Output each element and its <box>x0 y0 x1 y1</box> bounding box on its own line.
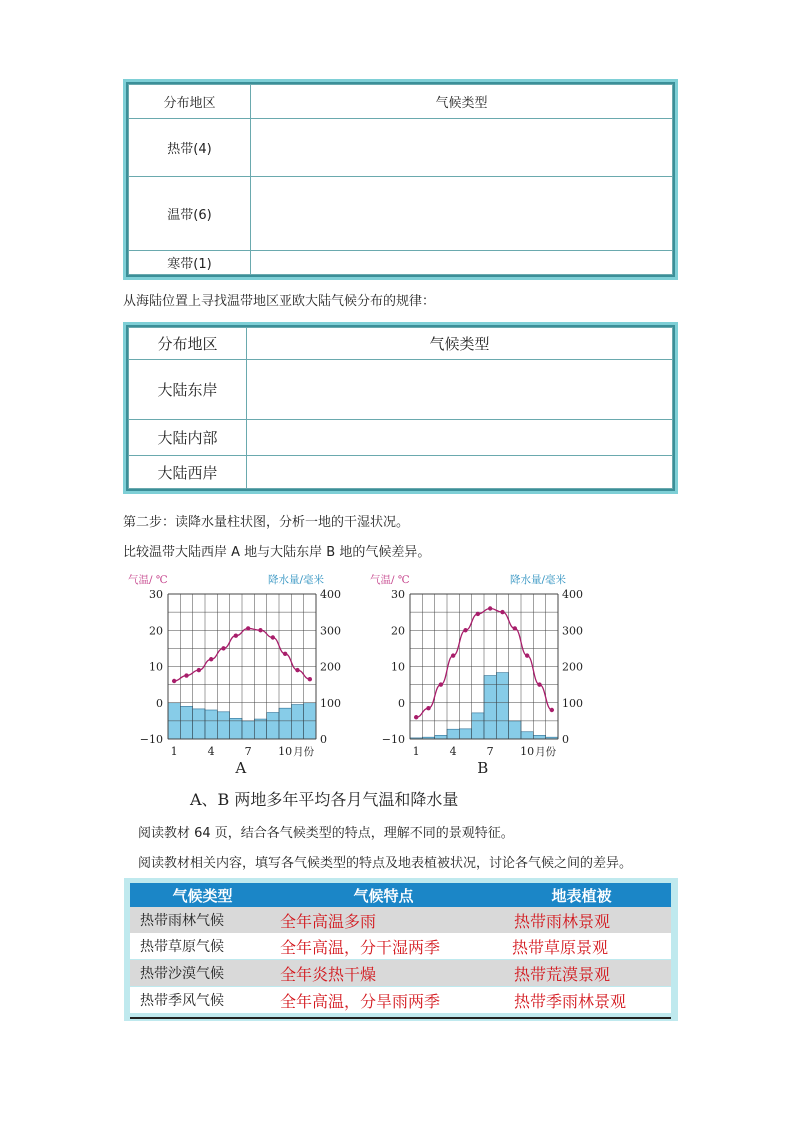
chart-b-left-tick-label: 10 <box>391 660 405 674</box>
chart-a-temp-point <box>246 626 250 630</box>
chart-b-temp-point <box>463 628 467 632</box>
table1-row-temperate: 温带(6) <box>129 177 251 251</box>
chart-b-temp-point <box>537 682 541 686</box>
chart-a-right-axis-label: 降水量/毫米 <box>268 574 325 586</box>
table2-row-west: 大陆西岸 <box>129 456 247 489</box>
chart-a-x-tick-label: 1 <box>170 745 178 758</box>
chart-b-left-tick-label: 30 <box>391 588 405 601</box>
chart-a-left-tick-label: −10 <box>139 733 163 746</box>
chart-a-temp-point <box>258 628 262 632</box>
chart-a-temp-point <box>271 635 275 639</box>
chart-a-temp-point <box>295 668 299 672</box>
header-vegetation: 地表植被 <box>551 886 612 905</box>
table2-cell-empty[interactable] <box>247 456 673 489</box>
chart-b-temp-point <box>414 715 418 719</box>
chart-a-temp-point <box>234 633 238 637</box>
table2-header-climate: 气候类型 <box>247 328 673 360</box>
chart-a-left-tick-label: 10 <box>149 660 163 674</box>
chart-a-left-tick-label: 0 <box>156 696 163 710</box>
chart-a-precip-bar <box>291 705 303 739</box>
chart-b-left-tick-label: 20 <box>391 624 405 638</box>
table-bottom-rule <box>130 1017 671 1019</box>
chart-a-precip-bar <box>180 706 192 739</box>
climate-feature-cell: 全年高温，分旱雨两季 <box>280 991 441 1011</box>
chart-b-precip-bar <box>459 729 471 739</box>
climate-type-cell: 热带沙漠气候 <box>140 966 224 982</box>
chart-a-precip-bar <box>242 721 254 739</box>
table2-cell-empty[interactable] <box>247 420 673 456</box>
climate-feature-cell: 全年炎热干燥 <box>280 964 377 984</box>
chart-b-right-axis-label: 降水量/毫米 <box>510 574 567 586</box>
chart-b-temp-point <box>513 626 517 630</box>
chart-b-precip-bar <box>484 676 496 739</box>
chart-b-temp-point <box>550 708 554 712</box>
chart-b-x-tick-label: 7 <box>486 745 494 758</box>
chart-b-temp-point <box>476 612 480 616</box>
chart-b-right-tick-label: 400 <box>562 588 583 601</box>
header-climate-type: 气候类型 <box>172 886 233 905</box>
chart-a-temp-point <box>172 679 176 683</box>
paragraph-compare: 比较温带大陆西岸 A 地与大陆东岸 B 地的气候差异。 <box>123 545 431 560</box>
chart-b-temp-point <box>451 653 455 657</box>
climate-charts <box>120 570 600 810</box>
chart-a-right-tick-label: 200 <box>320 660 341 674</box>
climate-feature-cell: 全年高温，分干湿两季 <box>280 937 441 957</box>
chart-b-precip-bar <box>533 735 545 739</box>
climate-table-row <box>130 987 671 1013</box>
table2-row-interior: 大陆内部 <box>129 420 247 456</box>
chart-caption: A、B 两地多年平均各月气温和降水量 <box>190 790 459 809</box>
chart-b-left-tick-label: −10 <box>381 733 405 746</box>
chart-a-left-tick-label: 30 <box>149 588 163 601</box>
chart-a-right-tick-label: 300 <box>320 624 341 638</box>
chart-b-x-tick-label: 10 <box>520 745 535 758</box>
chart-b-title: B <box>477 759 489 777</box>
climate-features-table <box>124 878 678 1021</box>
chart-b-temp-point <box>426 706 430 710</box>
chart-a-title: A <box>235 759 247 777</box>
chart-b-precip-bar <box>472 713 484 739</box>
chart-a-x-tick-label: 7 <box>244 745 252 758</box>
chart-a-precip-bar <box>205 710 217 739</box>
chart-a-temp-point <box>184 673 188 677</box>
chart-a-precip-bar <box>217 712 229 739</box>
vegetation-cell: 热带草原景观 <box>512 937 609 957</box>
chart-a-precip-bar <box>254 719 266 739</box>
climate-type-cell: 热带雨林气候 <box>140 913 224 929</box>
chart-a-temp-point <box>308 677 312 681</box>
chart-b-temp-point <box>439 682 443 686</box>
table2-grid <box>128 327 673 489</box>
chart-b-right-tick-label: 300 <box>562 624 583 638</box>
chart-b-x-tick-label: 4 <box>449 745 457 758</box>
chart-a-temp-point <box>197 668 201 672</box>
chart-a-right-tick-label: 0 <box>320 733 327 746</box>
chart-b-precip-bar <box>509 721 521 739</box>
paragraph-step-two: 第二步：读降水量柱状图，分析一地的干湿状况。 <box>123 515 410 530</box>
climate-table-row <box>130 933 671 959</box>
chart-a-x-axis-label: 月份 <box>293 746 315 758</box>
climate-feature-cell: 全年高温多雨 <box>280 911 377 931</box>
table1-row-frigid: 寒带(1) <box>129 251 251 275</box>
chart-a-x-tick-label: 10 <box>278 745 293 758</box>
climate-charts-svg <box>120 570 600 810</box>
chart-b-precip-bar <box>447 729 459 739</box>
table1-cell-empty[interactable] <box>251 177 673 251</box>
chart-a-temp-point <box>283 652 287 656</box>
chart-a-left-tick-label: 20 <box>149 624 163 638</box>
chart-b-temp-point <box>500 610 504 614</box>
chart-a-precip-bar <box>267 713 279 739</box>
chart-a-x-tick-label: 4 <box>207 745 215 758</box>
climate-table-row <box>130 907 671 933</box>
chart-b-right-tick-label: 100 <box>562 696 583 710</box>
climate-table-header <box>130 883 671 907</box>
table1-grid <box>128 84 673 275</box>
paragraph-fill-table: 阅读教材相关内容，填写各气候类型的特点及地表植被状况，讨论各气候之间的差异。 <box>138 856 633 871</box>
vegetation-cell: 热带雨林景观 <box>514 911 611 931</box>
table1-cell-empty[interactable] <box>251 119 673 177</box>
climate-table-row <box>130 960 671 986</box>
header-climate-feature: 气候特点 <box>353 886 414 905</box>
chart-b-right-tick-label: 200 <box>562 660 583 674</box>
table1-header-region: 分布地区 <box>129 85 251 119</box>
chart-a-temp-point <box>221 646 225 650</box>
chart-a-right-tick-label: 100 <box>320 696 341 710</box>
chart-a-precip-bar <box>279 708 291 739</box>
chart-b-x-tick-label: 1 <box>412 745 420 758</box>
chart-a-temp-point <box>209 657 213 661</box>
climate-type-cell: 热带草原气候 <box>140 939 224 955</box>
chart-b-left-axis-label: 气温/ ℃ <box>370 574 410 586</box>
vegetation-cell: 热带季雨林景观 <box>514 991 627 1011</box>
chart-a-left-axis-label: 气温/ ℃ <box>128 574 168 586</box>
vegetation-cell: 热带荒漠景观 <box>514 964 611 984</box>
paragraph-sea-land: 从海陆位置上寻找温带地区亚欧大陆气候分布的规律： <box>123 294 436 309</box>
eurasia-climate-table <box>123 322 678 494</box>
chart-b-x-axis-label: 月份 <box>535 746 557 758</box>
chart-b-left-tick-label: 0 <box>398 696 405 710</box>
table2-row-east: 大陆东岸 <box>129 360 247 420</box>
chart-a-precip-bar <box>230 718 242 739</box>
table1-header-climate: 气候类型 <box>251 85 673 119</box>
table2-header-region: 分布地区 <box>129 328 247 360</box>
table2-cell-empty[interactable] <box>247 360 673 420</box>
chart-b-right-tick-label: 0 <box>562 733 569 746</box>
chart-a-precip-bar <box>193 709 205 739</box>
chart-b-precip-bar <box>435 735 447 739</box>
climate-type-cell: 热带季风气候 <box>140 993 224 1009</box>
table1-cell-empty[interactable] <box>251 251 673 275</box>
chart-b-precip-bar <box>521 732 533 739</box>
chart-b-temp-point <box>525 653 529 657</box>
paragraph-read-textbook: 阅读教材 64 页，结合各气候类型的特点，理解不同的景观特征。 <box>138 826 514 841</box>
chart-a-right-tick-label: 400 <box>320 588 341 601</box>
table1-row-tropical: 热带(4) <box>129 119 251 177</box>
climate-distribution-table <box>123 79 678 280</box>
chart-b-precip-bar <box>496 673 508 739</box>
chart-b-temp-point <box>488 606 492 610</box>
